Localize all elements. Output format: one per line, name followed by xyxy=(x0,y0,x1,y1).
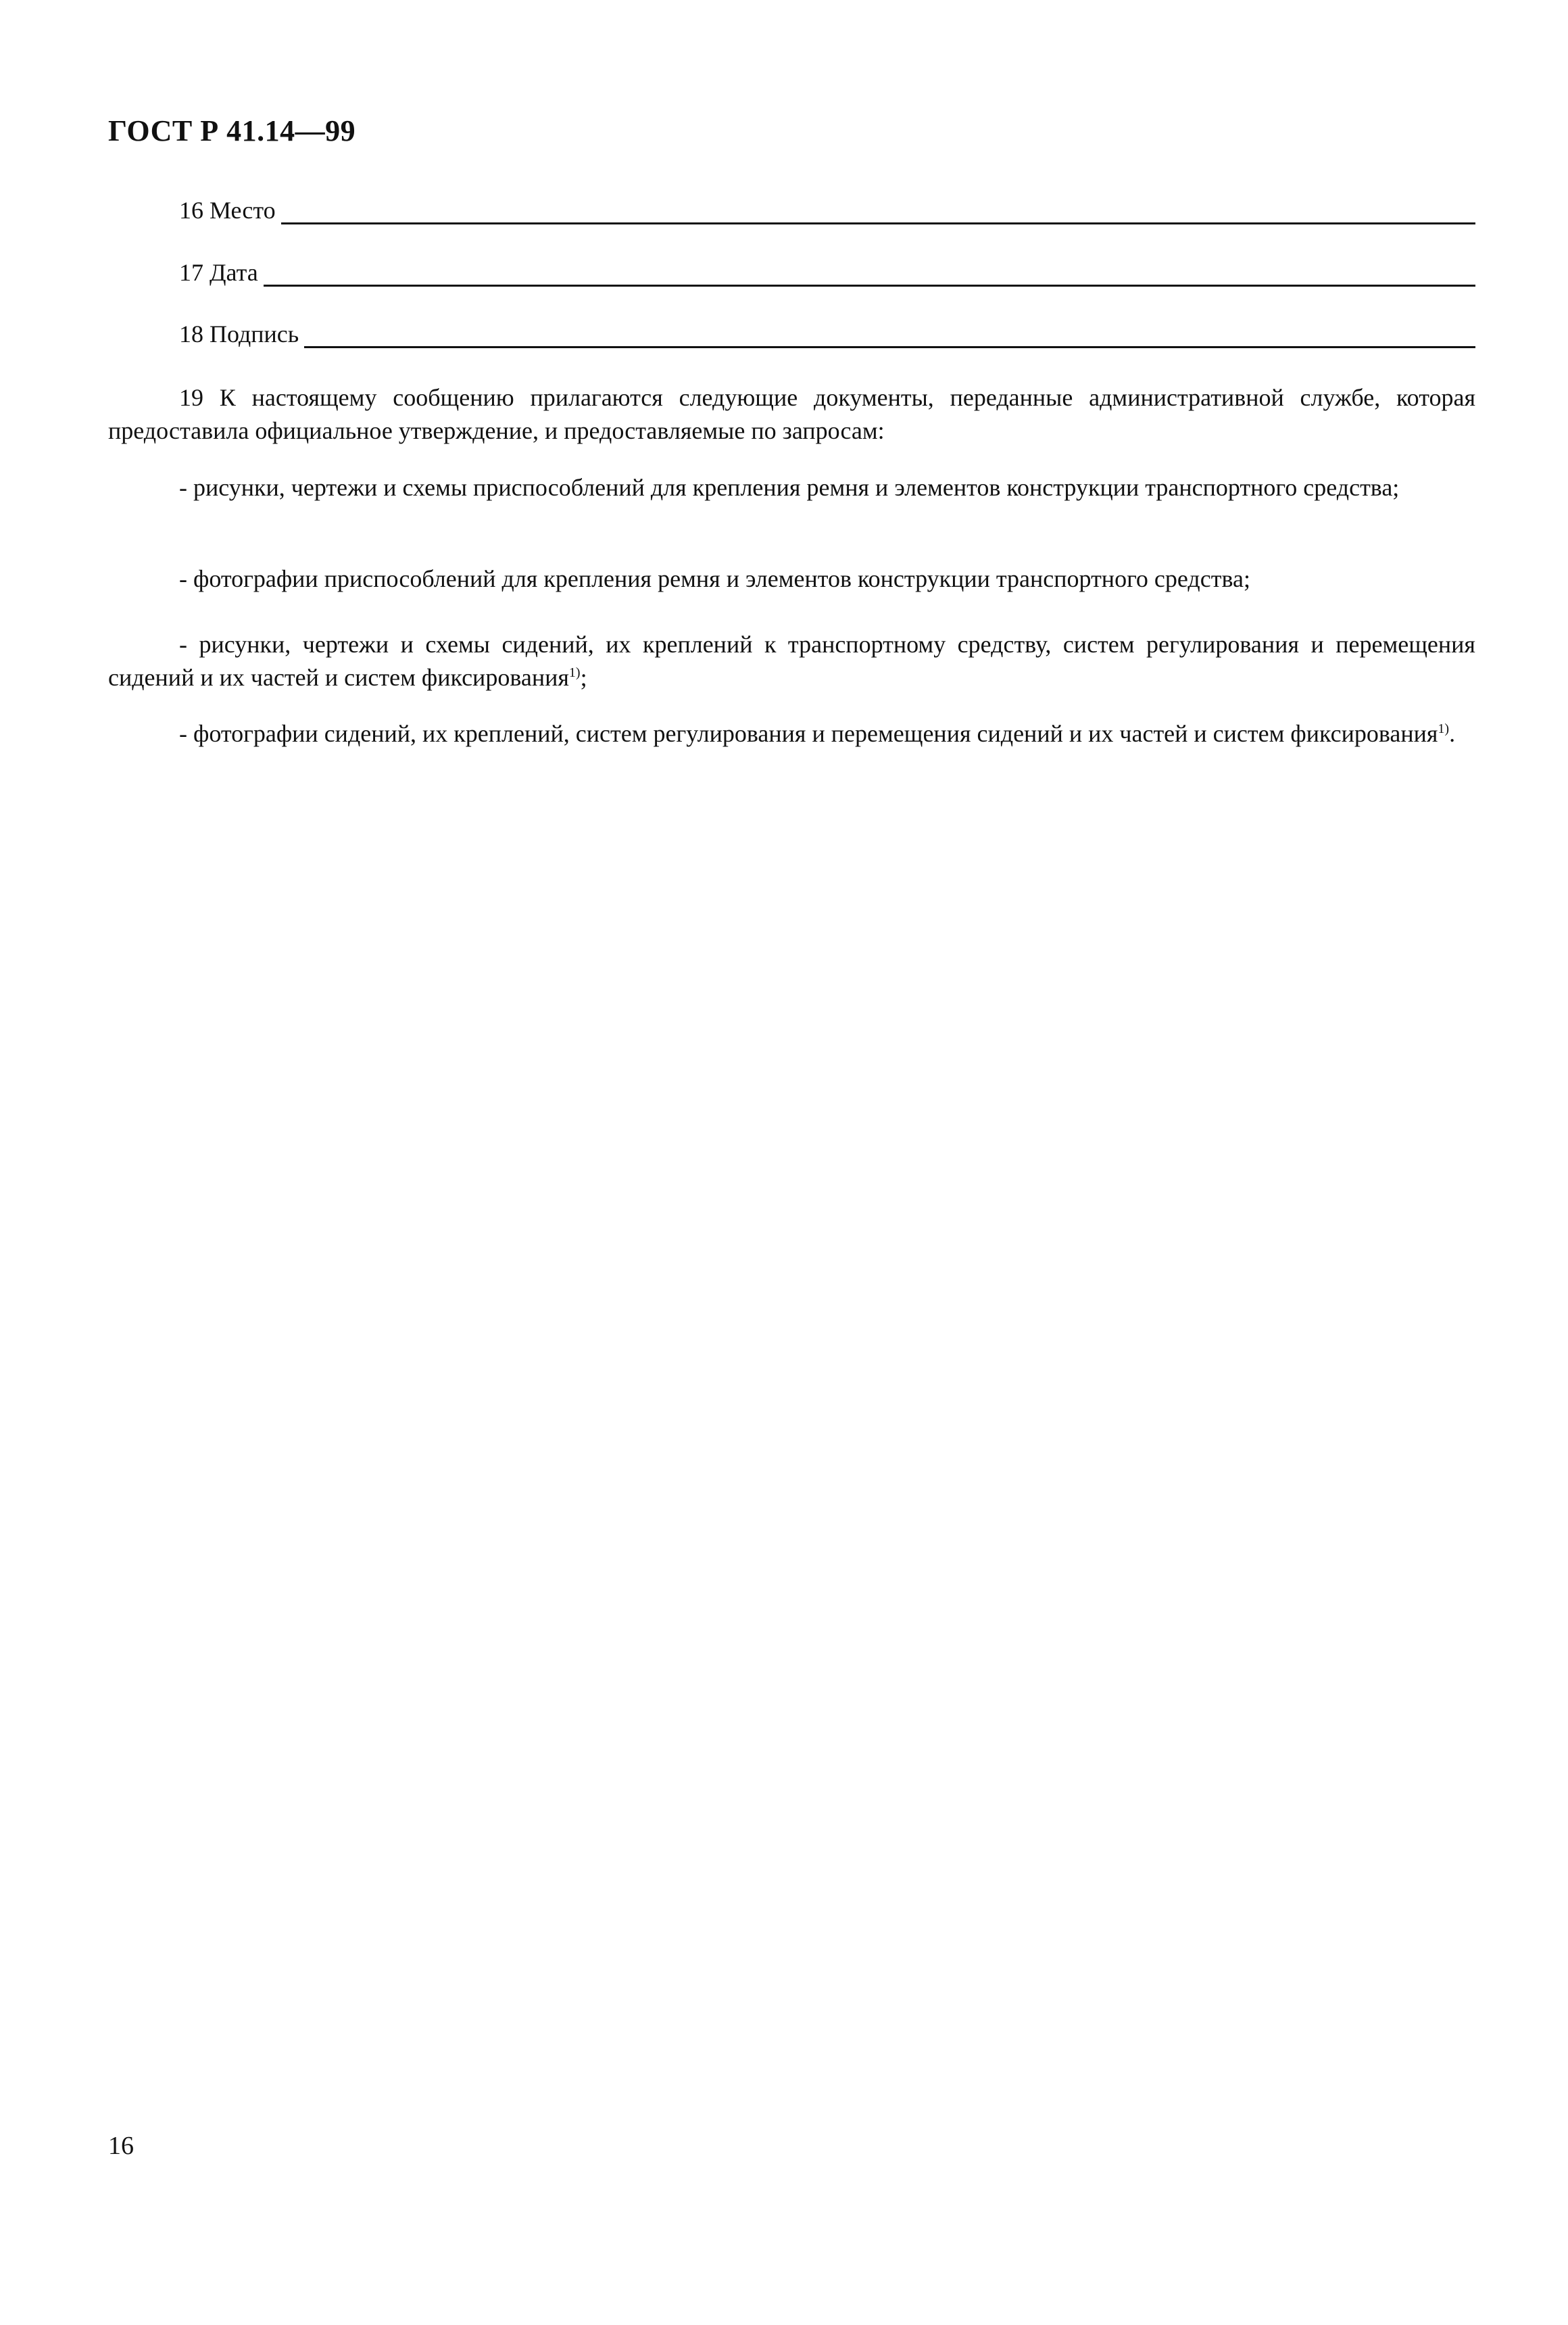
bullet-item xyxy=(108,628,1475,694)
footnote-ref: 1) xyxy=(568,665,581,680)
page-number: 16 xyxy=(108,2132,134,2160)
field-label: 16 Место xyxy=(179,197,276,224)
bullet-text: - рисунки, чертежи и схемы приспособлений для крепления ремня и элементов конструкции транспортного средства; xyxy=(179,474,1400,501)
document-header: ГОСТ Р 41.14—99 xyxy=(108,114,356,147)
blank-line xyxy=(281,202,1475,224)
field-signature xyxy=(179,320,1475,348)
punctuation: ; xyxy=(580,664,587,691)
bullet-item xyxy=(108,717,1475,750)
field-date xyxy=(179,258,1475,287)
punctuation: . xyxy=(1449,720,1456,747)
blank-line xyxy=(304,326,1475,348)
footnote-ref: 1) xyxy=(1438,721,1450,736)
bullet-text: - рисунки, чертежи и схемы сидений, их креплений к транспортному средству, систем регулирования и перемещения сидений и их частей и систем фиксирования xyxy=(108,631,1475,691)
field-place xyxy=(179,196,1475,224)
paragraph-19: 19 К настоящему сообщению прилагаются следующие документы, переданные административной службе, которая предоставила официальное утверждение, и предоставляемые по запросам: xyxy=(108,384,1475,444)
bullet-item xyxy=(108,471,1475,504)
field-label: 18 Подпись xyxy=(179,320,299,347)
bullet-item xyxy=(108,562,1475,596)
field-label: 17 Дата xyxy=(179,259,258,286)
bullet-text: - фотографии сидений, их креплений, систем регулирования и перемещения сидений и их частей и систем фиксирования xyxy=(179,720,1438,747)
bullet-text: - фотографии приспособлений для крепления ремня и элементов конструкции транспортного средства; xyxy=(179,565,1250,592)
blank-line xyxy=(264,264,1475,287)
